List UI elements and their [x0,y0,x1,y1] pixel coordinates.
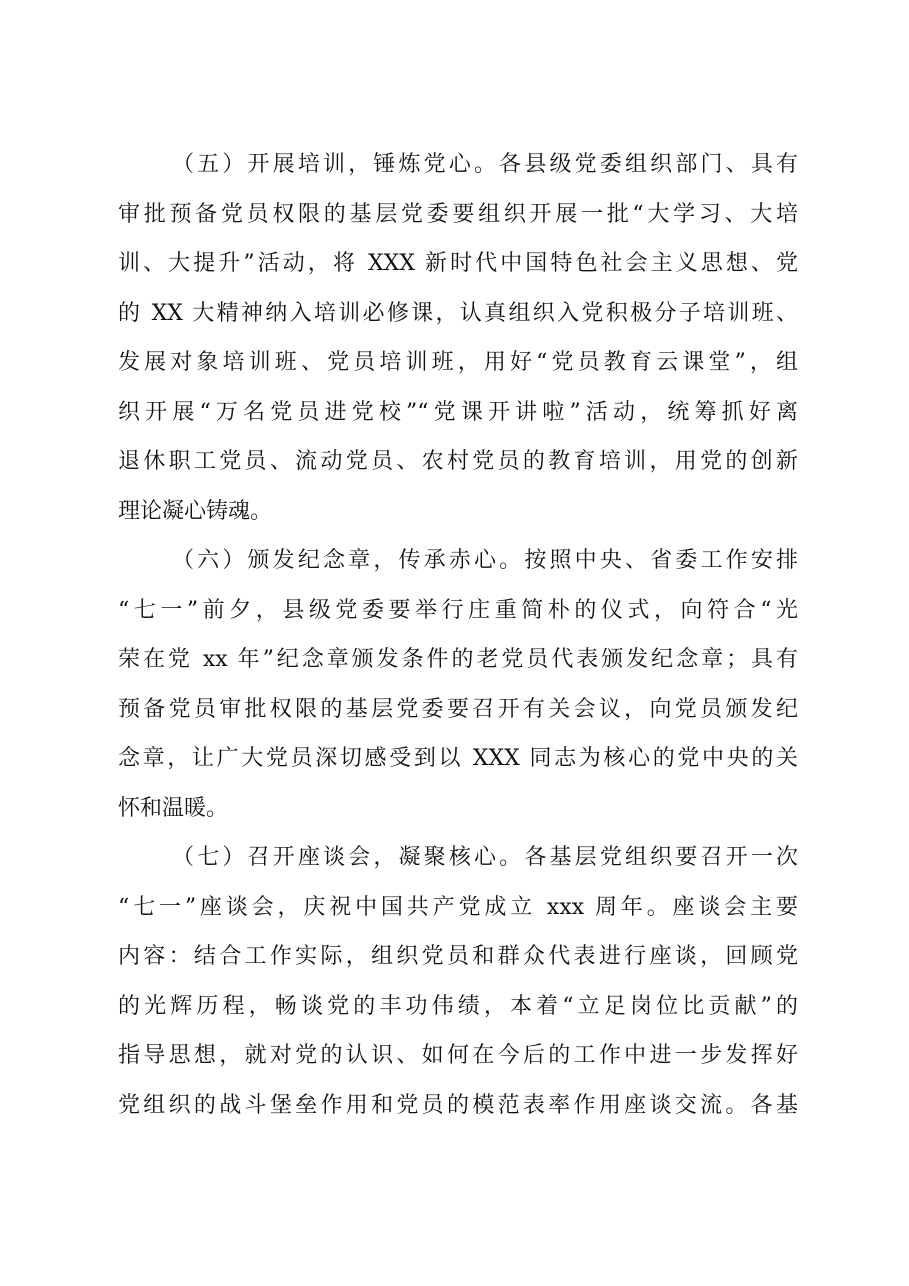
paragraph-line: 念章，让广大党员深切感受到以 XXX 同志为核心的党中央的关 [118,746,798,771]
paragraph-line: 荣在党 xx 年”纪念章颁发条件的老党员代表颁发纪念章；具有 [118,647,798,672]
paragraph-line: “七一”前夕，县级党委要举行庄重简朴的仪式，向符合“光 [118,597,798,623]
paragraph-line: 理论凝心铸魂。 [118,498,273,524]
paragraph-line: （七）召开座谈会，凝聚核心。各基层党组织要召开一次 [172,845,798,870]
paragraph-line: 怀和温暖。 [118,795,229,821]
paragraph-line: 训、大提升”活动，将 XXX 新时代中国特色社会主义思想、党 [118,251,798,276]
paragraph-line: 预备党员审批权限的基层党委要召开有关会议，向党员颁发纪 [118,696,798,722]
paragraph-line: 内容：结合工作实际，组织党员和群众代表进行座谈，回顾党 [118,944,798,969]
paragraph-line: “七一”座谈会，庆祝中国共产党成立 xxx 周年。座谈会主要 [118,894,798,920]
paragraph-line: 的光辉历程，畅谈党的丰功伟绩，本着“立足岗位比贡献”的 [118,993,798,1019]
paragraph-line: 审批预备党员权限的基层党委要组织开展一批“大学习、大培 [118,201,798,227]
paragraph-line: 发展对象培训班、党员培训班，用好“党员教育云课堂”，组 [118,350,798,375]
paragraph-line: （五）开展培训，锤炼党心。各县级党委组织部门、具有 [172,152,798,177]
paragraph-line: 织开展“万名党员进党校”“党课开讲啦”活动，统筹抓好离 [118,399,798,425]
paragraph-medal [118,536,798,833]
paragraph-line: 退休职工党员、流动党员、农村党员的教育培训，用党的创新 [118,449,798,474]
paragraph-training [118,140,798,536]
paragraph-line: 指导思想，就对党的认识、如何在今后的工作中进一步发挥好 [118,1043,798,1068]
paragraph-symposium [118,833,798,1130]
paragraph-line: 的 XX 大精神纳入培训必修课，认真组织入党积极分子培训班、 [118,300,799,326]
paragraph-line: 党组织的战斗堡垒作用和党员的模范表率作用座谈交流。各基 [118,1092,798,1118]
document-body [118,140,798,1130]
paragraph-line: （六）颁发纪念章，传承赤心。按照中央、省委工作安排 [172,548,798,573]
